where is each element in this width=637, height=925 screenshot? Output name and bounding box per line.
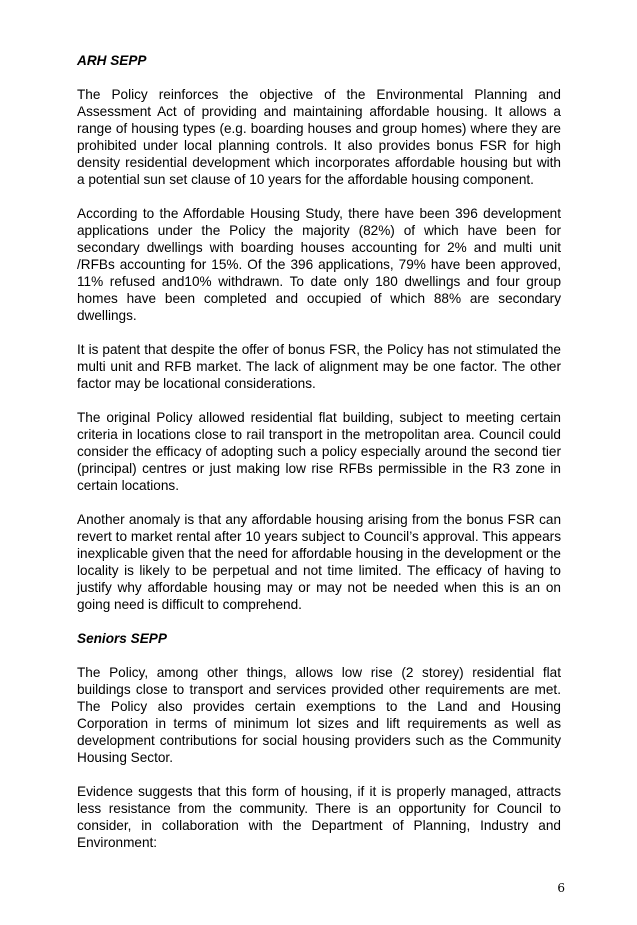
section-heading: ARH SEPP xyxy=(77,53,147,68)
paragraph: The Policy reinforces the objective of the Environmental Planning and Assessment Act of providing and maintaining affordable housing. It allows a range of housing types (e.g. boarding houses and group homes) where they are prohibited under local planning controls. It also provides bonus FSR for high density residential development which incorporates affordable housing but with a potential sun set clause of 10 years for the affordable housing component. xyxy=(77,87,561,187)
paragraph: The Policy, among other things, allows low rise (2 storey) residential flat buildings close to transport and services provided other requirements are met. The Policy also provides certain exemptions to the Land and Housing Corporation in terms of minimum lot sizes and lift requirements as well as development contributions for social housing providers such as the Community Housing Sector. xyxy=(77,665,561,765)
paragraph: Evidence suggests that this form of housing, if it is properly managed, attracts less resistance from the community. There is an opportunity for Council to consider, in collaboration with the Department of Planning, Industry and Environment: xyxy=(77,784,561,850)
section-seniors-sepp xyxy=(77,630,561,851)
document-page xyxy=(77,52,561,868)
paragraph: Another anomaly is that any affordable housing arising from the bonus FSR can revert to market rental after 10 years subject to Council’s approval. This appears inexplicable given that the need for affordable housing in the development or the locality is likely to be perpetual and not time limited. The efficacy of having to justify why affordable housing may or may not be needed when this is an on going need is difficult to comprehend. xyxy=(77,512,561,612)
section-heading: Seniors SEPP xyxy=(77,631,167,646)
paragraph: The original Policy allowed residential flat building, subject to meeting certain criteria in locations close to rail transport in the metropolitan area. Council could consider the efficacy of adopting such a policy especially around the second tier (principal) centres or just making low rise RFBs permissible in the R3 zone in certain locations. xyxy=(77,410,561,493)
section-arh-sepp xyxy=(77,52,561,613)
page-number: 6 xyxy=(557,881,565,895)
paragraph: It is patent that despite the offer of bonus FSR, the Policy has not stimulated the multi unit and RFB market. The lack of alignment may be one factor. The other factor may be locational considerations. xyxy=(77,342,561,391)
paragraph: According to the Affordable Housing Study, there have been 396 development applications under the Policy the majority (82%) of which have been for secondary dwellings with boarding houses accounting for 2% and multi unit /RFBs accounting for 15%. Of the 396 applications, 79% have been approved, 11% refused and10% withdrawn. To date only 180 dwellings and four group homes have been completed and occupied of which 88% are secondary dwellings. xyxy=(77,206,561,323)
